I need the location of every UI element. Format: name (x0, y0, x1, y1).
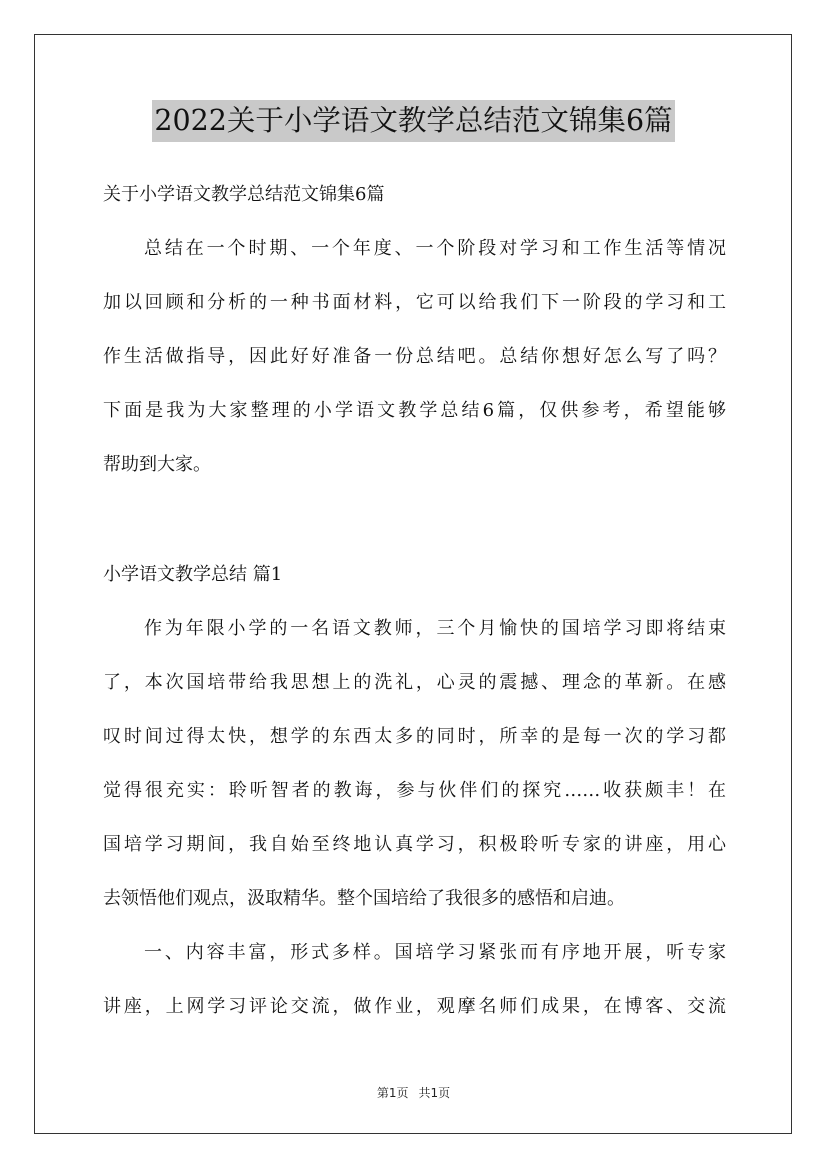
page-footer (0, 1085, 827, 1101)
paragraph-line: 觉得很充实：聆听智者的教诲，参与伙伴们的探究……收获颇丰！在 (103, 780, 726, 801)
paragraph-line: 讲座，上网学习评论交流，做作业，观摩名师们成果，在博客、交流 (103, 996, 726, 1017)
paragraph-line: 一、内容丰富，形式多样。国培学习紧张而有序地开展，听专家 (144, 942, 726, 963)
paragraph-line: 去领悟他们观点，汲取精华。整个国培给了我很多的感悟和启迪。 (103, 888, 625, 909)
intro-line: 加以回顾和分析的一种书面材料，它可以给我们下一阶段的学习和工 (103, 292, 726, 313)
paragraph-line: 了，本次国培带给我思想上的洗礼，心灵的震撼、理念的革新。在感 (103, 672, 726, 693)
page-total: 共1页 (418, 1086, 451, 1100)
intro-line: 作生活做指导，因此好好准备一份总结吧。总结你想好怎么写了吗？ (103, 346, 726, 367)
document-subtitle: 关于小学语文教学总结范文锦集6篇 (103, 184, 385, 205)
section-heading: 小学语文教学总结 篇1 (103, 564, 283, 585)
title-container (0, 100, 827, 142)
paragraph-line: 作为年限小学的一名语文教师，三个月愉快的国培学习即将结束 (144, 618, 726, 639)
intro-line: 下面是我为大家整理的小学语文教学总结6篇，仅供参考，希望能够 (103, 400, 726, 421)
page-number: 第1页 (376, 1086, 409, 1100)
paragraph-line: 国培学习期间，我自始至终地认真学习，积极聆听专家的讲座，用心 (103, 834, 726, 855)
intro-line: 帮助到大家。 (103, 454, 211, 475)
document-title: 2022关于小学语文教学总结范文锦集6篇 (152, 100, 674, 142)
paragraph-line: 叹时间过得太快，想学的东西太多的同时，所幸的是每一次的学习都 (103, 726, 726, 747)
intro-line: 总结在一个时期、一个年度、一个阶段对学习和工作生活等情况 (144, 238, 726, 259)
